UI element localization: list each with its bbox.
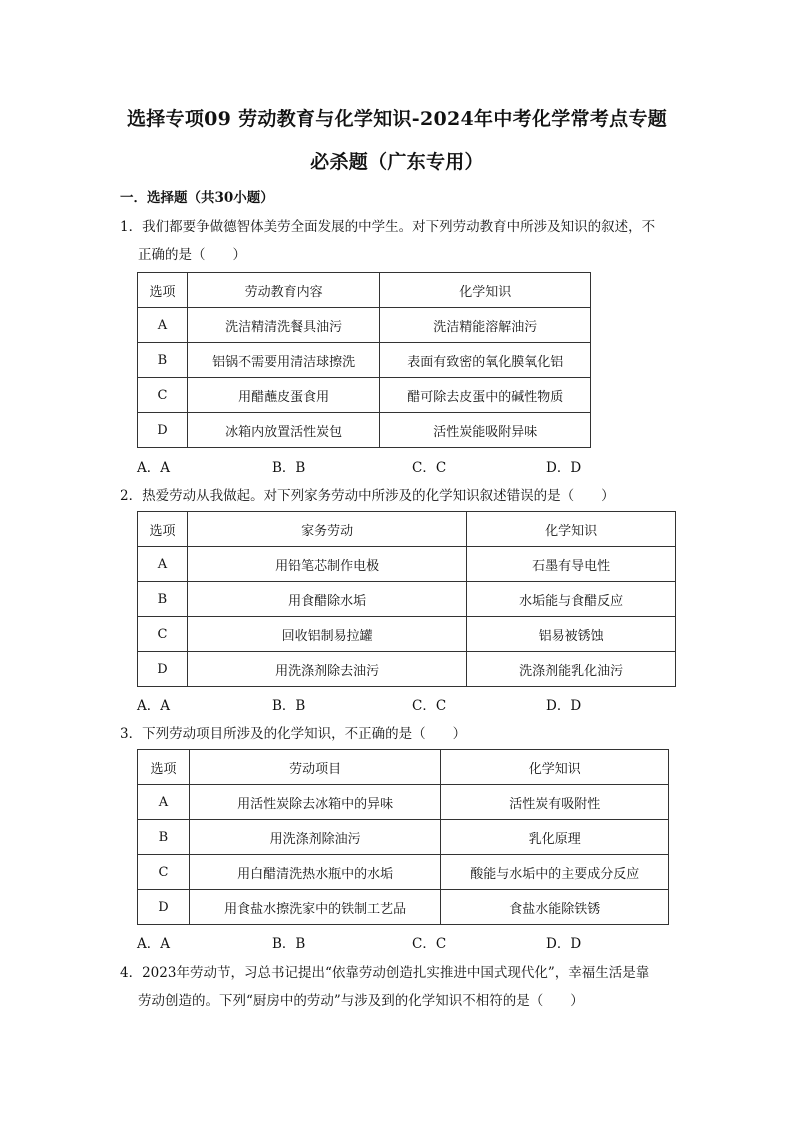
table-cell: 食盐水能除铁锈 [441, 890, 669, 925]
table-row [138, 547, 676, 582]
table-cell: C [138, 855, 190, 890]
table-row [138, 785, 669, 820]
table-cell: 用洗涤剂除油污 [189, 820, 441, 855]
option-c[interactable]: C．C [412, 698, 447, 714]
question-1-line1: 1．我们都要争做德智体美劳全面发展的中学生。对下列劳动教育中所涉及知识的叙述，不 [120, 219, 656, 235]
table-cell: 用白醋清洗热水瓶中的水垢 [189, 855, 441, 890]
table-cell: A [138, 308, 188, 343]
option-d[interactable]: D．D [546, 936, 582, 952]
question-4-line2: 劳动创造的。下列“厨房中的劳动”与涉及到的化学知识不相符的是（ ） [138, 993, 584, 1009]
table-cell: 用活性炭除去冰箱中的异味 [189, 785, 441, 820]
table-row [138, 378, 591, 413]
option-b[interactable]: B．B [272, 936, 306, 952]
question-4-stem [120, 964, 649, 1010]
table-cell: 石墨有导电性 [467, 547, 676, 582]
table-row [138, 855, 669, 890]
table-cell: 用食盐水擦洗家中的铁制工艺品 [189, 890, 441, 925]
table-cell: 醋可除去皮蛋中的碱性物质 [380, 378, 591, 413]
option-d[interactable]: D．D [546, 460, 582, 476]
table-cell: C [138, 378, 188, 413]
table-cell: 用洗涤剂除去油污 [187, 652, 466, 687]
header-cell: 劳动教育内容 [187, 273, 380, 308]
table-row [138, 582, 676, 617]
table-row [138, 308, 591, 343]
table-cell: 洗洁精清洗餐具油污 [187, 308, 380, 343]
question-1-line2: 正确的是（ ） [138, 247, 246, 263]
table-cell: 回收铝制易拉罐 [187, 617, 466, 652]
question-1-stem [120, 218, 655, 264]
table-cell: 酸能与水垢中的主要成分反应 [441, 855, 669, 890]
table-cell: 洗洁精能溶解油污 [380, 308, 591, 343]
table-cell: 用食醋除水垢 [187, 582, 466, 617]
table-cell: C [138, 617, 188, 652]
table-row [138, 890, 669, 925]
question-2-table [137, 511, 676, 687]
question-3-options [137, 932, 597, 950]
section-heading: 一．选择题（共30小题） [120, 190, 274, 206]
option-b[interactable]: B．B [272, 460, 306, 476]
question-3-stem [120, 725, 466, 743]
table-cell: B [138, 343, 188, 378]
table-cell: B [138, 820, 190, 855]
table-cell: 水垢能与食醋反应 [467, 582, 676, 617]
header-cell: 化学知识 [380, 273, 591, 308]
option-d[interactable]: D．D [546, 698, 582, 714]
table-cell: A [138, 547, 188, 582]
question-2-options [137, 694, 597, 712]
header-cell: 化学知识 [467, 512, 676, 547]
page-subtitle: 必杀题（广东专用） [310, 151, 484, 173]
table-row [138, 617, 676, 652]
question-1-table [137, 272, 591, 448]
header-cell: 选项 [138, 512, 188, 547]
table-cell: D [138, 652, 188, 687]
option-b[interactable]: B．B [272, 698, 306, 714]
table-cell: 乳化原理 [441, 820, 669, 855]
header-cell: 选项 [138, 750, 190, 785]
table-cell: D [138, 890, 190, 925]
option-a[interactable]: A．A [137, 698, 170, 714]
table-cell: 活性炭有吸附性 [441, 785, 669, 820]
question-3-line1: 3．下列劳动项目所涉及的化学知识，不正确的是（ ） [120, 726, 467, 742]
table-header-row [138, 512, 676, 547]
question-2-line1: 2．热爱劳动从我做起。对下列家务劳动中所涉及的化学知识叙述错误的是（ ） [120, 488, 615, 504]
table-cell: A [138, 785, 190, 820]
page-title: 选择专项09 劳动教育与化学知识-2024年中考化学常考点专题 [126, 108, 668, 130]
table-row [138, 413, 591, 448]
table-cell: 铝易被锈蚀 [467, 617, 676, 652]
option-a[interactable]: A．A [137, 460, 170, 476]
table-row [138, 820, 669, 855]
table-header-row [138, 273, 591, 308]
question-1-options [137, 456, 597, 474]
header-cell: 选项 [138, 273, 188, 308]
table-header-row [138, 750, 669, 785]
option-c[interactable]: C．C [412, 936, 447, 952]
option-c[interactable]: C．C [412, 460, 447, 476]
table-cell: 表面有致密的氧化膜氧化铝 [380, 343, 591, 378]
header-cell: 家务劳动 [187, 512, 466, 547]
table-row [138, 652, 676, 687]
question-3-table [137, 749, 669, 925]
header-cell: 劳动项目 [189, 750, 441, 785]
question-4-line1: 4．2023年劳动节，习总书记提出“依靠劳动创造扎实推进中国式现代化”，幸福生活是靠 [120, 965, 650, 981]
table-cell: D [138, 413, 188, 448]
option-a[interactable]: A．A [137, 936, 170, 952]
table-cell: 活性炭能吸附异味 [380, 413, 591, 448]
table-cell: 铝锅不需要用清洁球擦洗 [187, 343, 380, 378]
table-cell: 冰箱内放置活性炭包 [187, 413, 380, 448]
table-cell: 用醋蘸皮蛋食用 [187, 378, 380, 413]
table-cell: B [138, 582, 188, 617]
question-2-stem [120, 487, 615, 505]
table-cell: 洗涤剂能乳化油污 [467, 652, 676, 687]
table-row [138, 343, 591, 378]
table-cell: 用铅笔芯制作电极 [187, 547, 466, 582]
header-cell: 化学知识 [441, 750, 669, 785]
